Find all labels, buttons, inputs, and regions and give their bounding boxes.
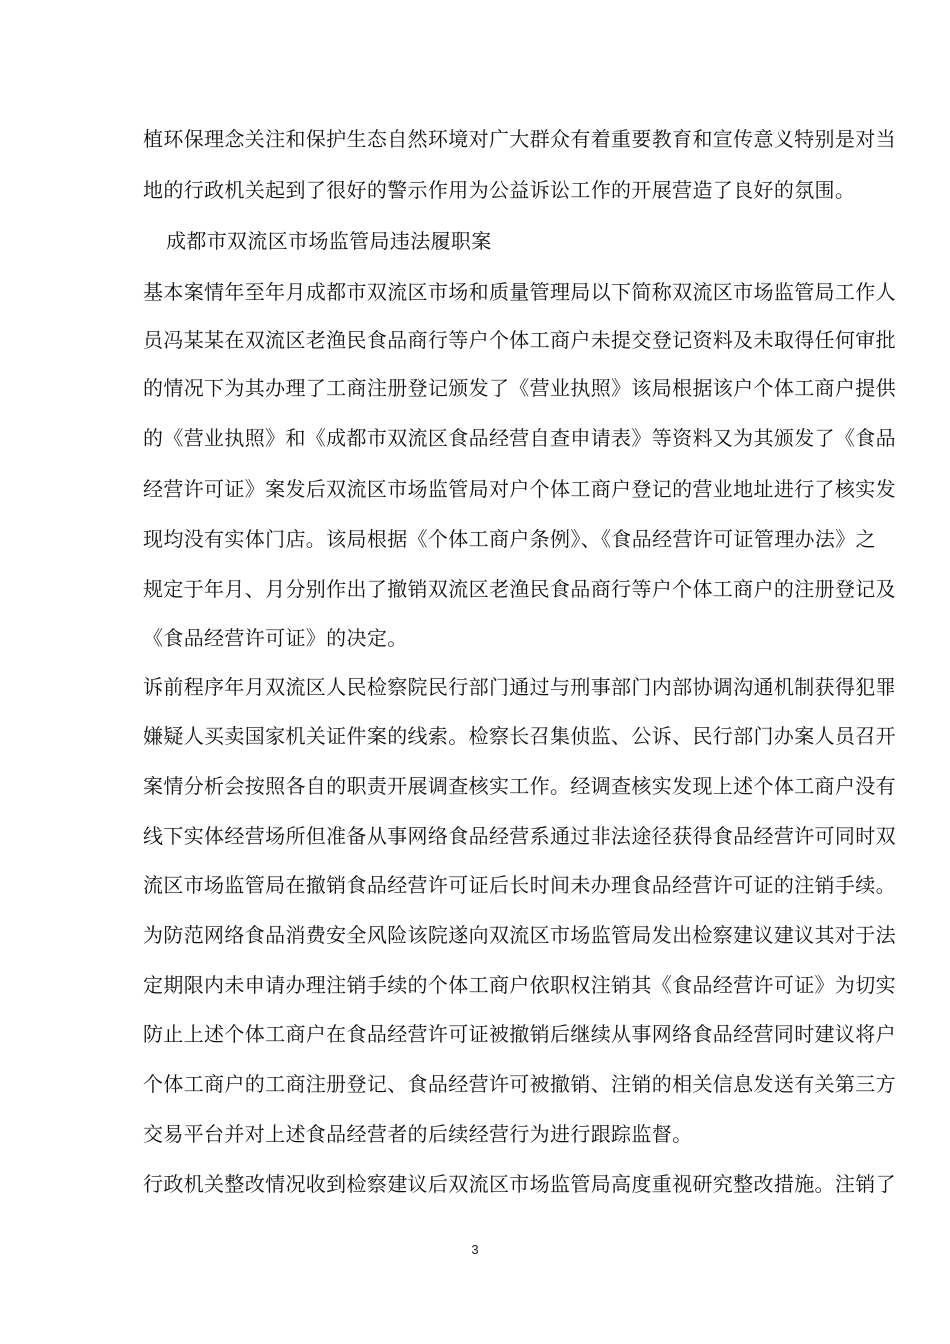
- text-line: 的《营业执照》和《成都市双流区食品经营自查申请表》等资料又为其颁发了《食品: [143, 426, 896, 450]
- text-line: 植环保理念关注和保护生态自然环境对广大群众有着重要教育和宣传意义特别是对当: [143, 127, 896, 151]
- text-line: 的情况下为其办理了工商注册登记颁发了《营业执照》该局根据该户个体工商户提供: [143, 376, 896, 400]
- section-title: 成都市双流区市场监管局违法履职案: [166, 229, 492, 253]
- text-line: 基本案情年至年月成都市双流区市场和质量管理局以下简称双流区市场监管局工作人: [143, 280, 896, 304]
- text-line: 现均没有实体门店。该局根据《个体工商户条例》、《食品经营许可证管理办法》之: [143, 527, 876, 551]
- text-line: 线下实体经营场所但准备从事网络食品经营系通过非法途径获得食品经营许可同时双: [143, 824, 896, 848]
- text-line: 防止上述个体工商户在食品经营许可证被撤销后继续从事网络食品经营同时建议将户: [143, 1022, 896, 1046]
- text-line: 诉前程序年月双流区人民检察院民行部门通过与刑事部门内部协调沟通机制获得犯罪: [143, 675, 896, 699]
- text-line: 嫌疑人买卖国家机关证件案的线索。检察长召集侦监、公诉、民行部门办案人员召开: [143, 724, 896, 748]
- text-line: 交易平台并对上述食品经营者的后续经营行为进行跟踪监督。: [143, 1122, 693, 1146]
- text-line: 经营许可证》案发后双流区市场监管局对户个体工商户登记的营业地址进行了核实发: [143, 477, 896, 501]
- text-line: 《食品经营许可证》的决定。: [143, 626, 408, 650]
- text-line: 行政机关整改情况收到检察建议后双流区市场监管局高度重视研究整改措施。注销了: [143, 1172, 896, 1196]
- text-line: 为防范网络食品消费安全风险该院遂向双流区市场监管局发出检察建议建议其对于法: [143, 923, 896, 947]
- text-line: 个体工商户的工商注册登记、食品经营许可被撤销、注销的相关信息发送有关第三方: [143, 1072, 896, 1096]
- page-number: 3: [471, 1242, 479, 1257]
- text-line: 流区市场监管局在撤销食品经营许可证后长时间未办理食品经营许可证的注销手续。: [143, 873, 896, 897]
- text-line: 员冯某某在双流区老渔民食品商行等户个体工商户未提交登记资料及未取得任何审批: [143, 328, 896, 352]
- text-line: 案情分析会按照各自的职责开展调查核实工作。经调查核实发现上述个体工商户没有: [143, 774, 896, 798]
- text-line: 地的行政机关起到了很好的警示作用为公益诉讼工作的开展营造了良好的氛围。: [143, 178, 856, 202]
- text-line: 规定于年月、月分别作出了撤销双流区老渔民食品商行等户个体工商户的注册登记及: [143, 577, 896, 601]
- text-line: 定期限内未申请办理注销手续的个体工商户依职权注销其《食品经营许可证》为切实: [143, 973, 896, 997]
